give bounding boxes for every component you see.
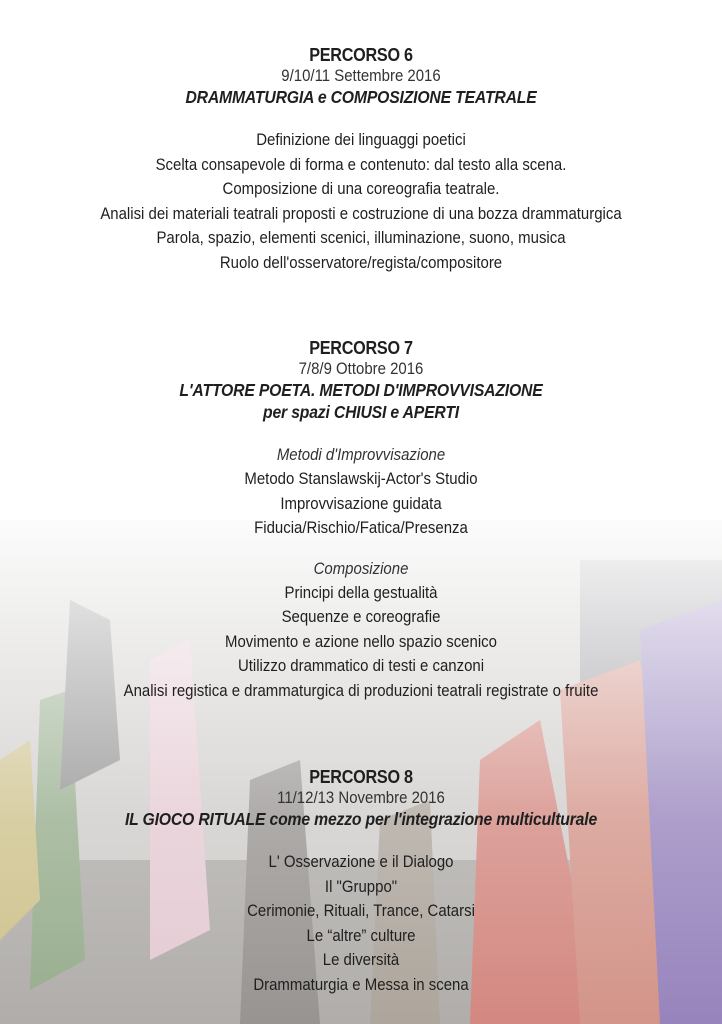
percorso-6-date: 9/10/11 Settembre 2016 (281, 66, 441, 85)
list-item: Utilizzo drammatico di testi e canzoni (237, 656, 485, 675)
percorso-8-date: 11/12/13 Novembre 2016 (277, 788, 445, 807)
percorso-6-heading: DRAMMATURGIA e COMPOSIZIONE TEATRALE (185, 87, 537, 107)
percorso-7-heading-line1: L'ATTORE POETA. METODI D'IMPROVVISAZIONE (179, 380, 543, 400)
group-title-composizione: Composizione (313, 558, 409, 578)
list-item: Le “altre” culture (306, 925, 416, 945)
list-item: Improvvisazione guidata (280, 493, 442, 513)
list-item: L' Osservazione e il Dialogo (268, 852, 454, 871)
list-item: Cerimonie, Rituali, Trance, Catarsi (247, 901, 475, 920)
list-item: Movimento e azione nello spazio scenico (225, 631, 497, 651)
percorso-7-heading-line2: per spazi CHIUSI e APERTI (263, 402, 459, 422)
list-item: Metodo Stanslawskij-Actor's Studio (244, 469, 478, 488)
list-item: Le diversità (322, 950, 400, 969)
list-item: Definizione dei linguaggi poetici (256, 130, 466, 149)
group-title-metodi: Metodi d'Improvvisazione (276, 445, 446, 464)
list-item: Il "Gruppo" (324, 876, 398, 896)
percorso-8-heading: IL GIOCO RITUALE come mezzo per l'integrazione multiculturale (124, 809, 598, 829)
list-item: Fiducia/Rischio/Fatica/Presenza (254, 518, 468, 537)
list-item: Analisi dei materiali teatrali proposti e costruzione di una bozza drammaturgica (100, 203, 622, 223)
list-item: Parola, spazio, elementi scenici, illuminazione, suono, musica (156, 228, 566, 247)
list-item: Sequenze e coreografie (281, 607, 441, 626)
list-item: Ruolo dell'osservatore/regista/compositore (219, 252, 503, 272)
percorso-7-title: PERCORSO 7 (309, 338, 413, 358)
percorso-8-title: PERCORSO 8 (309, 767, 413, 787)
list-item: Principi della gestualità (284, 582, 438, 602)
percorso-6-title: PERCORSO 6 (309, 45, 413, 65)
percorso-6-section (0, 44, 722, 275)
percorso-8-section (0, 766, 722, 997)
percorso-7-date: 7/8/9 Ottobre 2016 (298, 359, 424, 378)
list-item: Composizione di una coreografia teatrale. (222, 179, 500, 198)
list-item: Scelta consapevole di forma e contenuto: dal testo alla scena. (155, 154, 567, 174)
list-item: Drammaturgia e Messa in scena (253, 974, 469, 994)
percorso-7-section (0, 337, 722, 703)
list-item: Analisi registica e drammaturgica di produzioni teatrali registrate o fruite (123, 680, 599, 700)
